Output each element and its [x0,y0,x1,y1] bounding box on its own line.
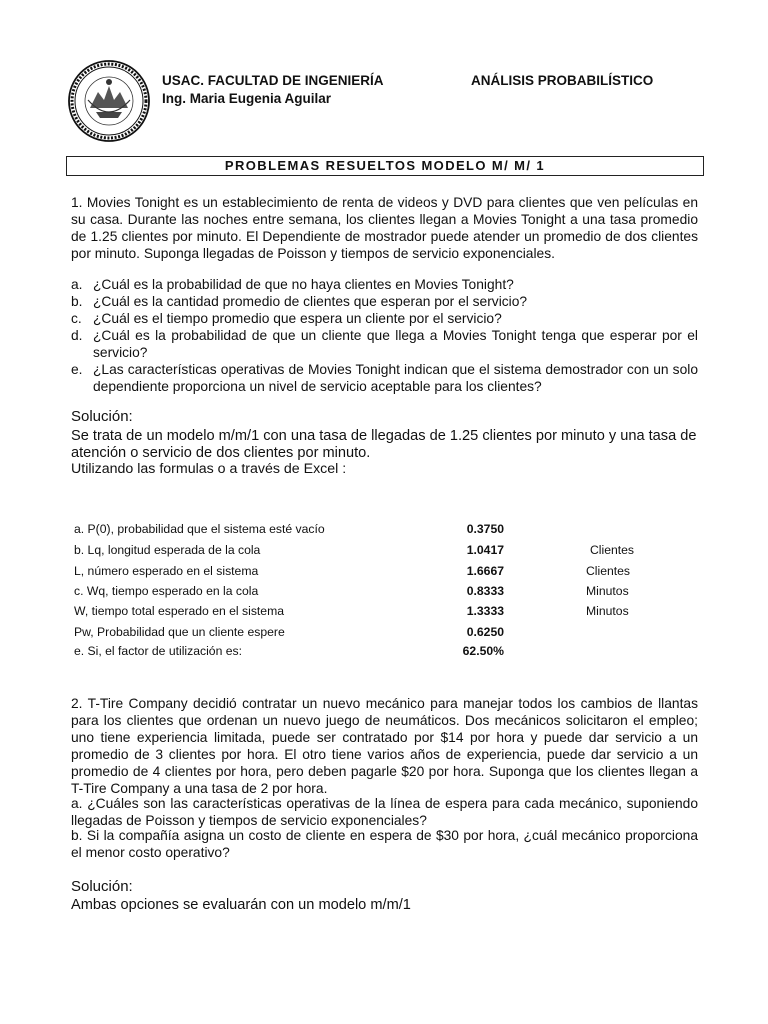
question-item [71,361,698,395]
question-label: d. [71,328,83,343]
result-value: 0.8333 [466,584,504,598]
question-text: ¿Cuál es la probabilidad de que no haya clientes en Movies Tonight? [93,277,514,292]
solution-1-description: Se trata de un modelo m/m/1 con una tasa de llegadas de 1.25 clientes por minuto y una tasa de atención o servicio de dos clientes por minuto. [71,428,697,461]
solution-2-heading: Solución: [71,878,133,895]
result-unit: Clientes [590,543,635,557]
result-unit: Minutos [586,604,629,618]
question-label: b. [71,294,83,309]
result-value: 62.50% [462,644,504,658]
result-row [74,644,674,664]
result-value: 0.6250 [466,625,504,639]
result-description: e. Si, el factor de utilización es: [74,644,243,658]
result-description: Pw, Probabilidad que un cliente espere [74,625,285,639]
instructor-name: Ing. Maria Eugenia Aguilar [162,91,332,106]
result-description: L, número esperado en el sistema [74,564,259,578]
question-label: c. [71,311,82,326]
problem-2-question-b: b. Si la compañía asigna un costo de cliente en espera de $30 por hora, ¿cuál mecánico proporciona el menor costo operativo? [71,828,698,860]
page-title: PROBLEMAS RESUELTOS MODELO M/ M/ 1 [66,156,704,176]
result-description: W, tiempo total esperado en el sistema [74,604,285,618]
problem-2-question-a: a. ¿Cuáles son las características operativas de la línea de espera para cada mecánico, suponiendo llegadas de Poisson y tiempos de servicio exponenciales? [71,796,698,828]
question-label: e. [71,362,83,377]
result-row [74,625,674,645]
result-description: b. Lq, longitud esperada de la cola [74,543,261,557]
question-text: ¿Las características operativas de Movies Tonight indican que el sistema demostrador con un solo dependiente proporciona un nivel de servicio aceptable para los clientes? [93,362,698,394]
result-value: 1.0417 [466,543,504,557]
problem-1-questions [71,276,698,395]
question-item [71,310,698,327]
result-unit: Clientes [586,564,631,578]
result-value: 0.3750 [466,522,504,536]
institution-name: USAC. FACULTAD DE INGENIERÍA [162,73,384,88]
solution-1-method: Utilizando las formulas o a través de Excel : [71,461,347,477]
result-row [74,604,674,624]
question-item [71,276,698,293]
problem-2-statement: 2. T-Tire Company decidió contratar un nuevo mecánico para manejar todos los cambios de llantas para los clientes que ordenan un nuevo juego de neumáticos. Dos mecánicos solicitaron el empleo; uno tiene experiencia limitada, puede ser contratado por $14 por hora y puede dar servicio a un promedio de 3 clientes por hora. El otro tiene varios años de experiencia, puede dar servicio a un promedio de 4 clientes por hora, pero deben pagarle $20 por hora. Suponga que los clientes llegan a T-Tire Company a una tasa de 2 por hora. [71,696,698,796]
result-value: 1.3333 [466,604,504,618]
problem-1-statement: 1. Movies Tonight es un establecimiento de renta de videos y DVD para clientes que ven películas en su casa. Durante las noches entre semana, los clientes llegan a Movies Tonight a una tasa promedio de 1.25 clientes por minuto. El Dependiente de mostrador puede atender un promedio de dos clientes por minuto. Suponga llegadas de Poisson y tiempos de servicio exponenciales. [71,195,698,261]
result-description: c. Wq, tiempo esperado en la cola [74,584,259,598]
result-row [74,522,674,542]
result-row [74,543,674,563]
solution-1-heading: Solución: [71,408,133,425]
question-text: ¿Cuál es la probabilidad de que un cliente que llega a Movies Tonight tenga que esperar por el servicio? [93,328,698,360]
university-seal [68,60,150,142]
result-row [74,564,674,584]
question-label: a. [71,277,83,292]
question-item [71,327,698,361]
solution-2-description: Ambas opciones se evaluarán con un modelo m/m/1 [71,897,411,913]
result-unit: Minutos [586,584,629,598]
result-value: 1.6667 [466,564,504,578]
question-text: ¿Cuál es la cantidad promedio de clientes que esperan por el servicio? [93,294,528,309]
course-name: ANÁLISIS PROBABILÍSTICO [471,73,654,88]
question-item [71,293,698,310]
result-row [74,584,674,604]
result-description: a. P(0), probabilidad que el sistema esté vacío [74,522,325,536]
question-text: ¿Cuál es el tiempo promedio que espera un cliente por el servicio? [93,311,502,326]
